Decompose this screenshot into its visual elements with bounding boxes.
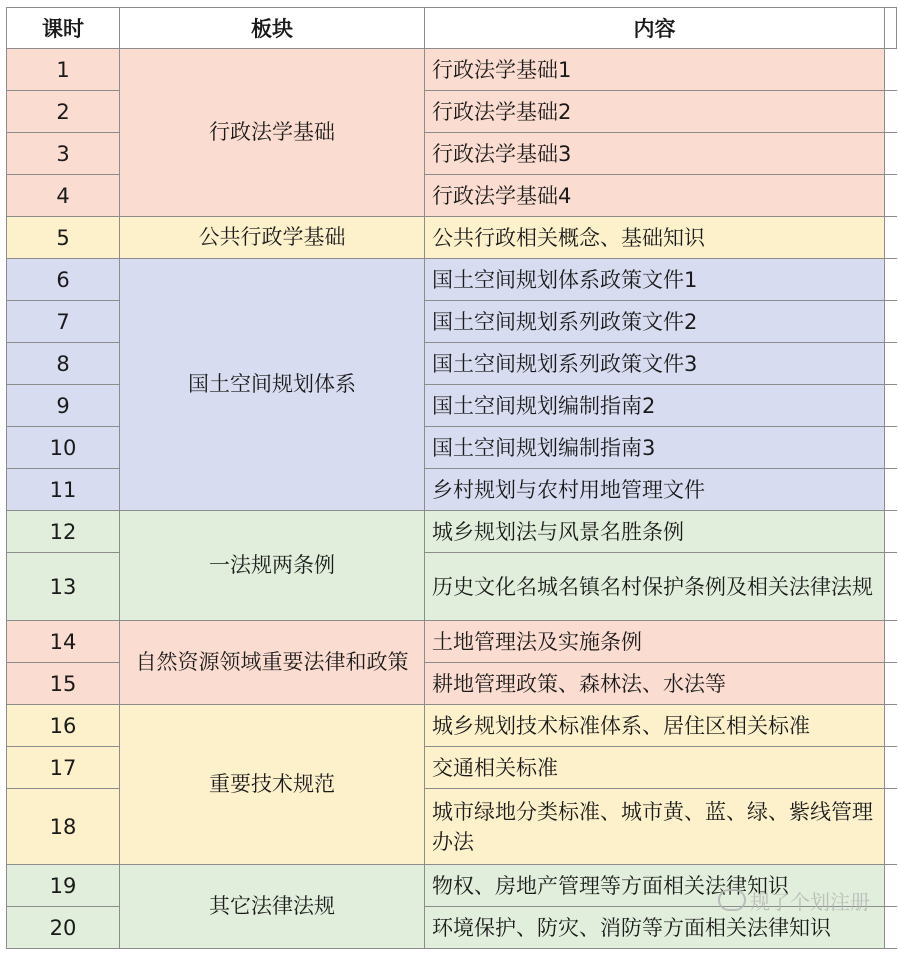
content-cell: 城乡规划法与风景名胜条例 [425, 511, 885, 553]
content-cell: 国土空间规划编制指南3 [425, 427, 885, 469]
lesson-number: 10 [7, 427, 120, 469]
lesson-number: 20 [7, 907, 120, 949]
edge-cell [885, 49, 897, 91]
lesson-number: 12 [7, 511, 120, 553]
course-schedule-table [6, 7, 897, 949]
header-content: 内容 [425, 8, 885, 49]
edge-cell [885, 553, 897, 621]
edge-cell [885, 259, 897, 301]
edge-cell [885, 907, 897, 949]
header-section: 板块 [120, 8, 425, 49]
edge-cell [885, 621, 897, 663]
lesson-number: 5 [7, 217, 120, 259]
content-cell: 行政法学基础2 [425, 91, 885, 133]
edge-cell [885, 469, 897, 511]
edge-cell [885, 175, 897, 217]
table-header-row [7, 8, 897, 49]
table-row [7, 259, 897, 301]
lesson-number: 9 [7, 385, 120, 427]
lesson-number: 2 [7, 91, 120, 133]
content-cell: 国土空间规划体系政策文件1 [425, 259, 885, 301]
content-cell: 环境保护、防灾、消防等方面相关法律知识 [425, 907, 885, 949]
edge-cell [885, 427, 897, 469]
edge-cell [885, 343, 897, 385]
content-cell: 乡村规划与农村用地管理文件 [425, 469, 885, 511]
lesson-number: 18 [7, 789, 120, 865]
lesson-number: 15 [7, 663, 120, 705]
content-cell: 城乡规划技术标准体系、居住区相关标准 [425, 705, 885, 747]
edge-cell [885, 217, 897, 259]
table-row [7, 705, 897, 747]
edge-cell [885, 133, 897, 175]
content-cell: 土地管理法及实施条例 [425, 621, 885, 663]
watermark [718, 886, 870, 915]
section-cell: 重要技术规范 [120, 705, 425, 865]
section-cell: 国土空间规划体系 [120, 259, 425, 511]
header-edge-cell [885, 8, 897, 49]
wechat-icon [718, 889, 746, 911]
section-cell: 其它法律法规 [120, 865, 425, 949]
lesson-number: 11 [7, 469, 120, 511]
lesson-number: 3 [7, 133, 120, 175]
content-cell: 物权、房地产管理等方面相关法律知识 [425, 865, 885, 907]
edge-cell [885, 789, 897, 865]
lesson-number: 1 [7, 49, 120, 91]
table-row [7, 511, 897, 553]
content-cell: 耕地管理政策、森林法、水法等 [425, 663, 885, 705]
lesson-number: 8 [7, 343, 120, 385]
edge-cell [885, 91, 897, 133]
edge-cell [885, 865, 897, 907]
table-row [7, 217, 897, 259]
lesson-number: 6 [7, 259, 120, 301]
content-cell: 公共行政相关概念、基础知识 [425, 217, 885, 259]
lesson-number: 14 [7, 621, 120, 663]
content-cell: 行政法学基础1 [425, 49, 885, 91]
edge-cell [885, 705, 897, 747]
content-cell: 国土空间规划编制指南2 [425, 385, 885, 427]
edge-cell [885, 663, 897, 705]
watermark-text: 规了个划注册 [750, 890, 870, 914]
content-cell: 城市绿地分类标准、城市黄、蓝、绿、紫线管理办法 [425, 789, 885, 865]
edge-cell [885, 747, 897, 789]
table-row [7, 621, 897, 663]
section-cell: 公共行政学基础 [120, 217, 425, 259]
lesson-number: 7 [7, 301, 120, 343]
content-cell: 历史文化名城名镇名村保护条例及相关法律法规 [425, 553, 885, 621]
lesson-number: 4 [7, 175, 120, 217]
section-cell: 自然资源领域重要法律和政策 [120, 621, 425, 705]
content-cell: 交通相关标准 [425, 747, 885, 789]
lesson-number: 17 [7, 747, 120, 789]
lesson-number: 19 [7, 865, 120, 907]
section-cell: 一法规两条例 [120, 511, 425, 621]
content-cell: 国土空间规划系列政策文件2 [425, 301, 885, 343]
content-cell: 国土空间规划系列政策文件3 [425, 343, 885, 385]
header-lesson: 课时 [7, 8, 120, 49]
content-cell: 行政法学基础4 [425, 175, 885, 217]
table-row [7, 49, 897, 91]
section-cell: 行政法学基础 [120, 49, 425, 217]
edge-cell [885, 385, 897, 427]
lesson-number: 16 [7, 705, 120, 747]
content-cell: 行政法学基础3 [425, 133, 885, 175]
edge-cell [885, 511, 897, 553]
lesson-number: 13 [7, 553, 120, 621]
edge-cell [885, 301, 897, 343]
